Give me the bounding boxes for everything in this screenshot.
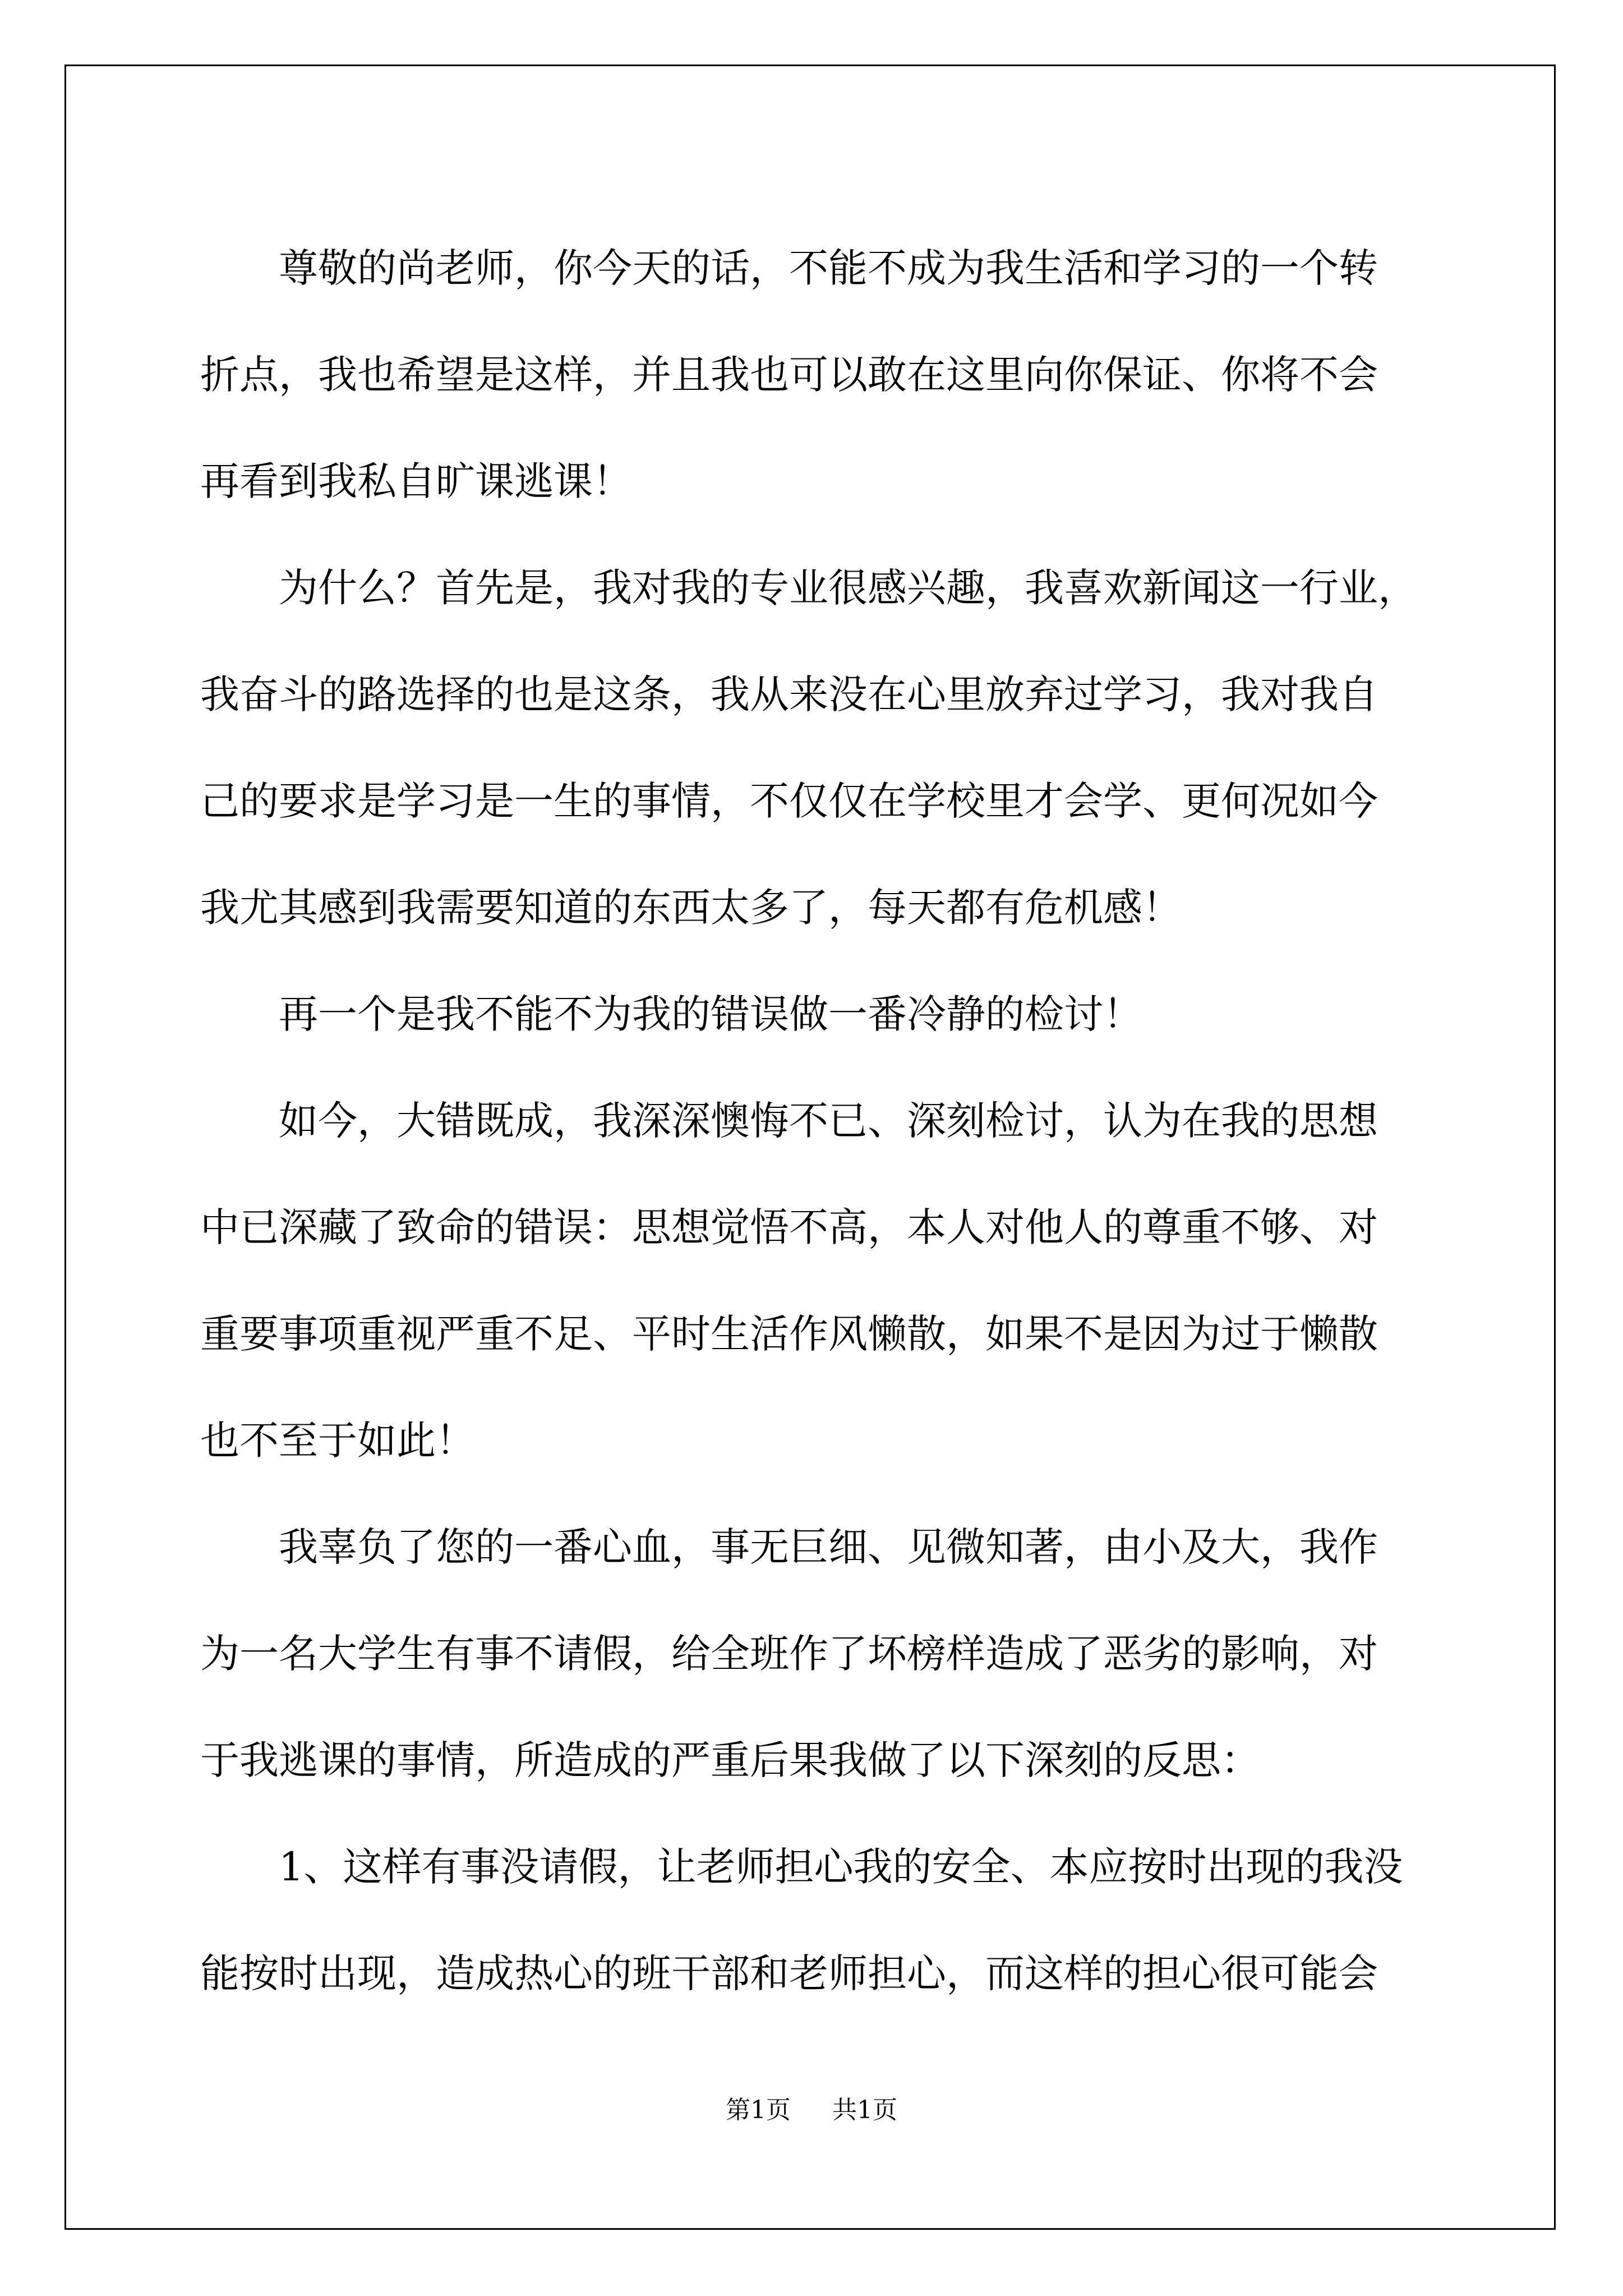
text-line: 己的要求是学习是一生的事情，不仅仅在学校里才会学、更何况如今	[200, 778, 1378, 824]
text-line: 如今，大错既成，我深深懊悔不已、深刻检讨，认为在我的思想	[279, 1098, 1378, 1144]
text-line: 为什么？首先是，我对我的专业很感兴趣，我喜欢新闻这一行业，	[279, 565, 1417, 611]
text-line: 重要事项重视严重不足、平时生活作风懒散，如果不是因为过于懒散	[200, 1311, 1378, 1357]
text-line: 我尤其感到我需要知道的东西太多了，每天都有危机感！	[200, 885, 1182, 931]
text-line: 为一名大学生有事不请假，给全班作了坏榜样造成了恶劣的影响，对	[200, 1631, 1378, 1677]
text-line: 能按时出现，造成热心的班干部和老师担心，而这样的担心很可能会	[200, 1950, 1378, 1996]
text-line: 1、这样有事没请假，让老师担心我的安全、本应按时出现的我没	[279, 1844, 1403, 1890]
text-line: 也不至于如此！	[200, 1418, 475, 1464]
page-footer	[0, 2090, 1623, 2125]
text-line: 于我逃课的事情，所造成的严重后果我做了以下深刻的反思：	[200, 1737, 1260, 1783]
text-line: 中已深藏了致命的错误：思想觉悟不高，本人对他人的尊重不够、对	[200, 1204, 1378, 1250]
page-total: 共1页	[832, 2096, 897, 2124]
text-line: 再一个是我不能不为我的错误做一番冷静的检讨！	[279, 991, 1142, 1037]
text-line: 我奋斗的路选择的也是这条，我从来没在心里放弃过学习，我对我自	[200, 671, 1378, 717]
text-line: 折点，我也希望是这样，并且我也可以敢在这里向你保证、你将不会	[200, 352, 1378, 398]
text-line: 尊敬的尚老师，你今天的话，不能不成为我生活和学习的一个转	[279, 245, 1378, 291]
text-line: 我辜负了您的一番心血，事无巨细、见微知著，由小及大，我作	[279, 1524, 1378, 1570]
page-number: 第1页	[726, 2096, 791, 2124]
text-line: 再看到我私自旷课逃课！	[200, 458, 632, 504]
document-body	[200, 215, 1434, 2027]
